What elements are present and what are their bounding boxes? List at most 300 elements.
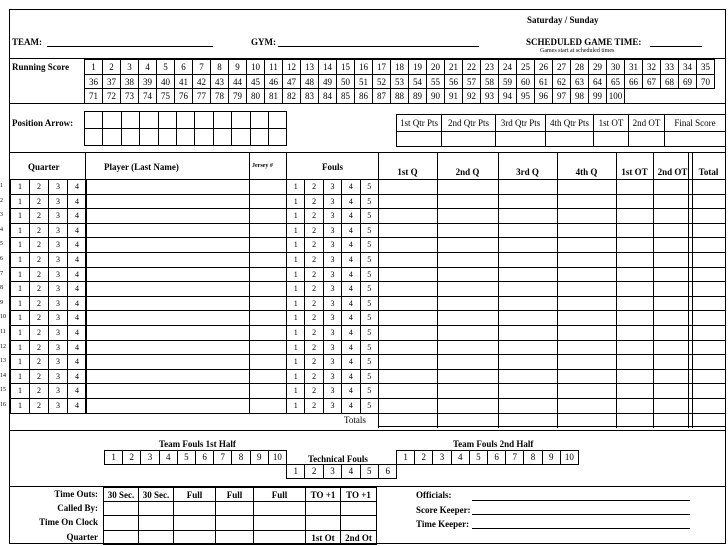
running-score-cell[interactable]: 91: [444, 88, 463, 104]
quarter-played-cell[interactable]: 1: [10, 281, 30, 297]
quarter-played-cell[interactable]: 4: [67, 208, 87, 224]
player-name-cell[interactable]: [85, 223, 250, 239]
running-score-cell[interactable]: 76: [174, 88, 193, 104]
foul-cell[interactable]: 5: [360, 310, 379, 326]
running-score-cell[interactable]: 29: [588, 59, 607, 75]
running-score-cell[interactable]: 22: [462, 59, 481, 75]
running-score-cell[interactable]: 48: [300, 74, 319, 90]
technical-foul-cell[interactable]: 2: [304, 464, 323, 479]
quarter-played-cell[interactable]: 2: [29, 179, 49, 195]
foul-cell[interactable]: 4: [341, 194, 360, 210]
quarter-score-cell[interactable]: [617, 237, 652, 252]
team-foul-1st-half-cell[interactable]: 7: [213, 450, 232, 465]
quarter-score-cell[interactable]: [438, 340, 497, 355]
quarter-played-cell[interactable]: 2: [29, 369, 49, 385]
quarter-score-cell[interactable]: [693, 223, 724, 238]
quarter-played-cell[interactable]: 1: [10, 194, 30, 210]
running-score-cell[interactable]: 12: [282, 59, 301, 75]
quarter-score-cell[interactable]: [617, 179, 652, 194]
timeout-cell[interactable]: [340, 515, 377, 530]
quarter-score-cell[interactable]: [558, 208, 615, 223]
quarter-played-cell[interactable]: 4: [67, 252, 87, 268]
quarter-score-cell[interactable]: [617, 252, 652, 267]
jersey-cell[interactable]: [249, 267, 287, 283]
quarter-score-cell[interactable]: [438, 325, 497, 340]
time-keeper-field[interactable]: [472, 528, 690, 529]
foul-cell[interactable]: 1: [286, 267, 305, 283]
foul-cell[interactable]: 2: [304, 296, 323, 312]
quarter-score-cell[interactable]: [558, 340, 615, 355]
quarter-score-cell[interactable]: [693, 252, 724, 267]
player-name-cell[interactable]: [85, 252, 250, 268]
quarter-score-cell[interactable]: [379, 281, 436, 296]
running-score-cell[interactable]: 80: [246, 88, 265, 104]
timeout-cell[interactable]: [215, 515, 254, 530]
team-foul-2nd-half-cell[interactable]: 1: [396, 450, 415, 465]
quarter-played-cell[interactable]: 3: [48, 354, 68, 370]
player-name-cell[interactable]: [85, 325, 250, 341]
quarter-score-cell[interactable]: [654, 398, 691, 413]
player-name-cell[interactable]: [85, 281, 250, 297]
position-arrow-cell[interactable]: [231, 128, 250, 146]
foul-cell[interactable]: 5: [360, 325, 379, 341]
quarter-score-cell[interactable]: [499, 223, 556, 238]
running-score-cell[interactable]: 61: [534, 74, 553, 90]
quarter-score-cell[interactable]: [438, 208, 497, 223]
foul-cell[interactable]: 4: [341, 296, 360, 312]
foul-cell[interactable]: 2: [304, 179, 323, 195]
quarter-points-value[interactable]: [441, 131, 496, 147]
team-foul-1st-half-cell[interactable]: 6: [195, 450, 214, 465]
running-score-cell[interactable]: 19: [408, 59, 427, 75]
running-score-cell[interactable]: 85: [336, 88, 355, 104]
running-score-cell[interactable]: 94: [498, 88, 517, 104]
quarter-played-cell[interactable]: 3: [48, 267, 68, 283]
team-foul-1st-half-cell[interactable]: 9: [250, 450, 269, 465]
foul-cell[interactable]: 3: [323, 354, 342, 370]
quarter-score-cell[interactable]: [438, 296, 497, 311]
quarter-score-cell[interactable]: [693, 310, 724, 325]
foul-cell[interactable]: 1: [286, 354, 305, 370]
quarter-played-cell[interactable]: 3: [48, 223, 68, 239]
quarter-points-value[interactable]: [396, 131, 442, 147]
running-score-cell[interactable]: 95: [516, 88, 535, 104]
running-score-cell[interactable]: 26: [534, 59, 553, 75]
foul-cell[interactable]: 3: [323, 398, 342, 414]
position-arrow-cell[interactable]: [121, 111, 140, 129]
quarter-played-cell[interactable]: 2: [29, 383, 49, 399]
foul-cell[interactable]: 3: [323, 252, 342, 268]
running-score-cell[interactable]: 89: [408, 88, 427, 104]
quarter-played-cell[interactable]: 4: [67, 237, 87, 253]
quarter-played-cell[interactable]: 3: [48, 398, 68, 414]
timeout-cell[interactable]: [253, 501, 306, 516]
quarter-score-cell[interactable]: [438, 194, 497, 209]
quarter-played-cell[interactable]: 1: [10, 340, 30, 356]
quarter-played-cell[interactable]: 4: [67, 179, 87, 195]
running-score-cell[interactable]: 7: [192, 59, 211, 75]
quarter-score-cell[interactable]: [617, 223, 652, 238]
foul-cell[interactable]: 2: [304, 237, 323, 253]
player-name-cell[interactable]: [85, 369, 250, 385]
running-score-cell[interactable]: 81: [264, 88, 283, 104]
quarter-score-cell[interactable]: [499, 237, 556, 252]
running-score-cell[interactable]: 56: [444, 74, 463, 90]
running-score-cell[interactable]: 43: [210, 74, 229, 90]
foul-cell[interactable]: 1: [286, 194, 305, 210]
foul-cell[interactable]: 3: [323, 325, 342, 341]
quarter-score-cell[interactable]: [379, 223, 436, 238]
foul-cell[interactable]: 4: [341, 252, 360, 268]
running-score-cell[interactable]: 72: [102, 88, 121, 104]
foul-cell[interactable]: 2: [304, 369, 323, 385]
quarter-played-cell[interactable]: 4: [67, 223, 87, 239]
running-score-cell[interactable]: 41: [174, 74, 193, 90]
foul-cell[interactable]: 2: [304, 267, 323, 283]
quarter-score-cell[interactable]: [654, 194, 691, 209]
running-score-cell[interactable]: 98: [570, 88, 589, 104]
foul-cell[interactable]: 1: [286, 281, 305, 297]
running-score-cell[interactable]: 1: [84, 59, 103, 75]
quarter-score-cell[interactable]: [693, 354, 724, 369]
quarter-played-cell[interactable]: 1: [10, 267, 30, 283]
technical-foul-cell[interactable]: 3: [323, 464, 342, 479]
running-score-cell[interactable]: 34: [678, 59, 697, 75]
quarter-played-cell[interactable]: 3: [48, 281, 68, 297]
timeout-cell[interactable]: [173, 515, 216, 530]
foul-cell[interactable]: 5: [360, 354, 379, 370]
quarter-score-cell[interactable]: [499, 369, 556, 384]
quarter-score-cell[interactable]: [693, 194, 724, 209]
running-score-cell[interactable]: 37: [102, 74, 121, 90]
quarter-score-cell[interactable]: [617, 267, 652, 282]
quarter-played-cell[interactable]: 2: [29, 223, 49, 239]
running-score-cell[interactable]: 9: [228, 59, 247, 75]
quarter-score-cell[interactable]: [499, 281, 556, 296]
running-score-cell[interactable]: 54: [408, 74, 427, 90]
position-arrow-cell[interactable]: [102, 128, 121, 146]
position-arrow-cell[interactable]: [250, 128, 269, 146]
jersey-cell[interactable]: [249, 354, 287, 370]
foul-cell[interactable]: 5: [360, 208, 379, 224]
technical-foul-cell[interactable]: 5: [360, 464, 379, 479]
running-score-cell[interactable]: 71: [84, 88, 103, 104]
timeout-cell[interactable]: 1st Ot: [305, 530, 341, 545]
foul-cell[interactable]: 5: [360, 281, 379, 297]
quarter-score-cell[interactable]: [379, 310, 436, 325]
foul-cell[interactable]: 1: [286, 223, 305, 239]
team-foul-1st-half-cell[interactable]: 10: [268, 450, 287, 465]
running-score-cell[interactable]: 79: [228, 88, 247, 104]
foul-cell[interactable]: 2: [304, 281, 323, 297]
jersey-cell[interactable]: [249, 252, 287, 268]
timeout-cell[interactable]: [138, 515, 174, 530]
quarter-points-value[interactable]: [495, 131, 546, 147]
timeout-cell[interactable]: 2nd Ot: [340, 530, 377, 545]
quarter-points-value[interactable]: [664, 131, 726, 147]
quarter-played-cell[interactable]: 4: [67, 340, 87, 356]
foul-cell[interactable]: 1: [286, 340, 305, 356]
foul-cell[interactable]: 3: [323, 267, 342, 283]
running-score-cell[interactable]: 49: [318, 74, 337, 90]
running-score-cell[interactable]: 97: [552, 88, 571, 104]
quarter-score-cell[interactable]: [558, 267, 615, 282]
quarter-score-cell[interactable]: [438, 267, 497, 282]
quarter-played-cell[interactable]: 4: [67, 281, 87, 297]
quarter-score-cell[interactable]: [693, 340, 724, 355]
position-arrow-cell[interactable]: [213, 128, 232, 146]
quarter-played-cell[interactable]: 4: [67, 369, 87, 385]
foul-cell[interactable]: 1: [286, 369, 305, 385]
foul-cell[interactable]: 1: [286, 325, 305, 341]
jersey-cell[interactable]: [249, 237, 287, 253]
position-arrow-cell[interactable]: [84, 128, 103, 146]
quarter-score-cell[interactable]: [693, 208, 724, 223]
position-arrow-cell[interactable]: [158, 111, 177, 129]
team-foul-1st-half-cell[interactable]: 1: [104, 450, 123, 465]
timeout-cell[interactable]: [305, 501, 341, 516]
quarter-score-cell[interactable]: [693, 325, 724, 340]
jersey-cell[interactable]: [249, 369, 287, 385]
quarter-score-cell[interactable]: [379, 194, 436, 209]
foul-cell[interactable]: 4: [341, 267, 360, 283]
running-score-cell[interactable]: 74: [138, 88, 157, 104]
foul-cell[interactable]: 5: [360, 383, 379, 399]
quarter-played-cell[interactable]: 3: [48, 194, 68, 210]
running-score-cell[interactable]: 21: [444, 59, 463, 75]
timeout-cell[interactable]: [340, 501, 377, 516]
quarter-played-cell[interactable]: 4: [67, 383, 87, 399]
player-name-cell[interactable]: [85, 354, 250, 370]
quarter-score-cell[interactable]: [654, 340, 691, 355]
foul-cell[interactable]: 4: [341, 237, 360, 253]
quarter-score-cell[interactable]: [654, 237, 691, 252]
running-score-cell[interactable]: 70: [696, 74, 715, 90]
running-score-cell[interactable]: 59: [498, 74, 517, 90]
quarter-played-cell[interactable]: 2: [29, 340, 49, 356]
quarter-score-cell[interactable]: [558, 325, 615, 340]
quarter-score-cell[interactable]: [654, 223, 691, 238]
quarter-score-cell[interactable]: [438, 310, 497, 325]
quarter-score-cell[interactable]: [438, 354, 497, 369]
quarter-score-cell[interactable]: [438, 252, 497, 267]
running-score-cell[interactable]: 4: [138, 59, 157, 75]
foul-cell[interactable]: 5: [360, 267, 379, 283]
quarter-score-cell[interactable]: [499, 208, 556, 223]
running-score-cell[interactable]: 35: [696, 59, 715, 75]
foul-cell[interactable]: 4: [341, 354, 360, 370]
quarter-score-cell[interactable]: [558, 194, 615, 209]
timeout-cell[interactable]: [173, 530, 216, 545]
quarter-score-cell[interactable]: [558, 310, 615, 325]
foul-cell[interactable]: 3: [323, 340, 342, 356]
quarter-played-cell[interactable]: 4: [67, 354, 87, 370]
timeout-cell[interactable]: [173, 501, 216, 516]
player-name-cell[interactable]: [85, 208, 250, 224]
running-score-cell[interactable]: 38: [120, 74, 139, 90]
foul-cell[interactable]: 3: [323, 310, 342, 326]
quarter-score-cell[interactable]: [499, 310, 556, 325]
quarter-played-cell[interactable]: 1: [10, 310, 30, 326]
team-foul-2nd-half-cell[interactable]: 6: [487, 450, 506, 465]
quarter-score-cell[interactable]: [558, 252, 615, 267]
running-score-cell[interactable]: 40: [156, 74, 175, 90]
running-score-cell[interactable]: 93: [480, 88, 499, 104]
quarter-played-cell[interactable]: 2: [29, 325, 49, 341]
quarter-points-value[interactable]: [593, 131, 629, 147]
running-score-cell[interactable]: 44: [228, 74, 247, 90]
quarter-score-cell[interactable]: [499, 398, 556, 413]
running-score-cell[interactable]: 96: [534, 88, 553, 104]
quarter-score-cell[interactable]: [654, 383, 691, 398]
jersey-cell[interactable]: [249, 398, 287, 414]
position-arrow-cell[interactable]: [139, 128, 158, 146]
running-score-cell[interactable]: 51: [354, 74, 373, 90]
player-name-cell[interactable]: [85, 310, 250, 326]
running-score-cell[interactable]: 25: [516, 59, 535, 75]
timeout-cell[interactable]: [138, 501, 174, 516]
quarter-score-cell[interactable]: [617, 325, 652, 340]
score-keeper-field[interactable]: [472, 514, 690, 515]
quarter-played-cell[interactable]: 1: [10, 325, 30, 341]
foul-cell[interactable]: 3: [323, 223, 342, 239]
foul-cell[interactable]: 5: [360, 179, 379, 195]
team-foul-2nd-half-cell[interactable]: 2: [414, 450, 433, 465]
running-score-cell[interactable]: 27: [552, 59, 571, 75]
position-arrow-cell[interactable]: [268, 128, 287, 146]
quarter-score-cell[interactable]: [379, 325, 436, 340]
quarter-played-cell[interactable]: 3: [48, 252, 68, 268]
foul-cell[interactable]: 1: [286, 237, 305, 253]
jersey-cell[interactable]: [249, 296, 287, 312]
quarter-played-cell[interactable]: 2: [29, 208, 49, 224]
running-score-cell[interactable]: 24: [498, 59, 517, 75]
position-arrow-cell[interactable]: [176, 111, 195, 129]
jersey-cell[interactable]: [249, 325, 287, 341]
quarter-played-cell[interactable]: 2: [29, 296, 49, 312]
foul-cell[interactable]: 5: [360, 369, 379, 385]
timeout-cell[interactable]: [103, 530, 139, 545]
running-score-cell[interactable]: 45: [246, 74, 265, 90]
foul-cell[interactable]: 2: [304, 354, 323, 370]
quarter-score-cell[interactable]: [379, 296, 436, 311]
quarter-score-cell[interactable]: [499, 340, 556, 355]
running-score-cell[interactable]: 52: [372, 74, 391, 90]
foul-cell[interactable]: 5: [360, 340, 379, 356]
position-arrow-cell[interactable]: [194, 128, 213, 146]
quarter-score-cell[interactable]: [654, 325, 691, 340]
foul-cell[interactable]: 4: [341, 208, 360, 224]
quarter-score-cell[interactable]: [693, 267, 724, 282]
running-score-cell[interactable]: 62: [552, 74, 571, 90]
quarter-played-cell[interactable]: 2: [29, 237, 49, 253]
quarter-played-cell[interactable]: 4: [67, 398, 87, 414]
player-name-cell[interactable]: [85, 340, 250, 356]
running-score-cell[interactable]: 50: [336, 74, 355, 90]
quarter-score-cell[interactable]: [499, 194, 556, 209]
quarter-score-cell[interactable]: [693, 369, 724, 384]
running-score-cell[interactable]: 64: [588, 74, 607, 90]
team-foul-2nd-half-cell[interactable]: 3: [432, 450, 451, 465]
position-arrow-cell[interactable]: [176, 128, 195, 146]
quarter-score-cell[interactable]: [558, 383, 615, 398]
foul-cell[interactable]: 5: [360, 194, 379, 210]
quarter-played-cell[interactable]: 3: [48, 383, 68, 399]
quarter-score-cell[interactable]: [558, 398, 615, 413]
foul-cell[interactable]: 3: [323, 383, 342, 399]
running-score-cell[interactable]: 68: [660, 74, 679, 90]
jersey-cell[interactable]: [249, 223, 287, 239]
foul-cell[interactable]: 1: [286, 383, 305, 399]
team-foul-2nd-half-cell[interactable]: 10: [560, 450, 579, 465]
quarter-played-cell[interactable]: 1: [10, 179, 30, 195]
quarter-score-cell[interactable]: [499, 354, 556, 369]
running-score-cell[interactable]: 99: [588, 88, 607, 104]
foul-cell[interactable]: 3: [323, 208, 342, 224]
quarter-score-cell[interactable]: [693, 383, 724, 398]
team-foul-2nd-half-cell[interactable]: 8: [523, 450, 542, 465]
quarter-score-cell[interactable]: [617, 369, 652, 384]
foul-cell[interactable]: 2: [304, 252, 323, 268]
running-score-cell[interactable]: 30: [606, 59, 625, 75]
quarter-played-cell[interactable]: 2: [29, 354, 49, 370]
quarter-score-cell[interactable]: [558, 237, 615, 252]
quarter-score-cell[interactable]: [654, 296, 691, 311]
running-score-cell[interactable]: 87: [372, 88, 391, 104]
foul-cell[interactable]: 1: [286, 398, 305, 414]
jersey-cell[interactable]: [249, 281, 287, 297]
foul-cell[interactable]: 3: [323, 281, 342, 297]
quarter-played-cell[interactable]: 4: [67, 267, 87, 283]
officials-field[interactable]: [472, 500, 690, 501]
quarter-score-cell[interactable]: [617, 383, 652, 398]
quarter-score-cell[interactable]: [617, 296, 652, 311]
quarter-score-cell[interactable]: [379, 267, 436, 282]
foul-cell[interactable]: 4: [341, 383, 360, 399]
team-foul-1st-half-cell[interactable]: 8: [231, 450, 250, 465]
jersey-cell[interactable]: [249, 194, 287, 210]
foul-cell[interactable]: 3: [323, 369, 342, 385]
running-score-cell[interactable]: 63: [570, 74, 589, 90]
position-arrow-cell[interactable]: [250, 111, 269, 129]
quarter-played-cell[interactable]: 2: [29, 267, 49, 283]
foul-cell[interactable]: 2: [304, 383, 323, 399]
running-score-cell[interactable]: 16: [354, 59, 373, 75]
quarter-score-cell[interactable]: [654, 369, 691, 384]
running-score-cell[interactable]: 42: [192, 74, 211, 90]
running-score-cell[interactable]: 55: [426, 74, 445, 90]
timeout-cell[interactable]: [103, 501, 139, 516]
quarter-score-cell[interactable]: [438, 398, 497, 413]
quarter-played-cell[interactable]: 3: [48, 296, 68, 312]
running-score-cell[interactable]: 2: [102, 59, 121, 75]
foul-cell[interactable]: 5: [360, 237, 379, 253]
quarter-score-cell[interactable]: [654, 310, 691, 325]
quarter-played-cell[interactable]: 4: [67, 296, 87, 312]
quarter-score-cell[interactable]: [379, 340, 436, 355]
quarter-score-cell[interactable]: [558, 179, 615, 194]
foul-cell[interactable]: 1: [286, 208, 305, 224]
timeout-cell[interactable]: [215, 501, 254, 516]
quarter-score-cell[interactable]: [693, 179, 724, 194]
foul-cell[interactable]: 2: [304, 208, 323, 224]
quarter-played-cell[interactable]: 3: [48, 310, 68, 326]
quarter-score-cell[interactable]: [617, 310, 652, 325]
running-score-cell[interactable]: 36: [84, 74, 103, 90]
quarter-score-cell[interactable]: [654, 281, 691, 296]
running-score-cell[interactable]: 28: [570, 59, 589, 75]
quarter-score-cell[interactable]: [654, 354, 691, 369]
